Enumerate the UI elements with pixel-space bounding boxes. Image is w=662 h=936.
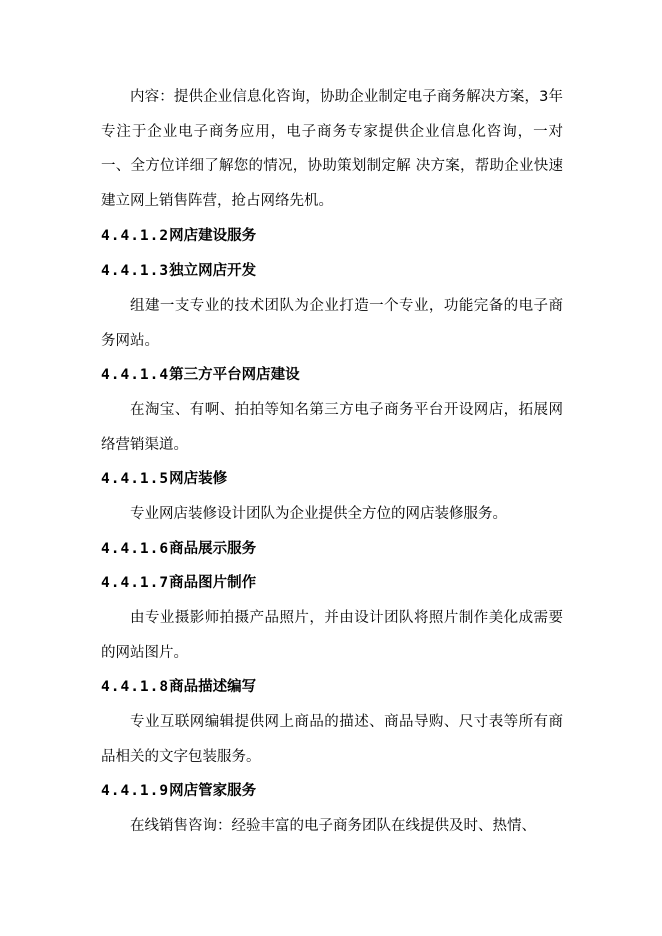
section-title: 网店建设服务 (169, 228, 257, 244)
section-title: 第三方平台网店建设 (169, 367, 300, 383)
section-number: 4.4.1.9 (101, 783, 170, 799)
section-title: 网店装修 (169, 471, 228, 487)
section-number: 4.4.1.5 (101, 471, 170, 487)
section-heading-4-4-1-8 (101, 670, 563, 705)
section-number: 4.4.1.4 (101, 367, 170, 383)
section-body-4-4-1-4: 在淘宝、有啊、拍拍等知名第三方电子商务平台开设网店，拓展网络营销渠道。 (101, 402, 563, 453)
section-number: 4.4.1.8 (101, 679, 170, 695)
section-body-4-4-1-8: 专业互联网编辑提供网上商品的描述、商品导购、尺寸表等所有商品相关的文字包装服务。 (101, 714, 563, 765)
section-number: 4.4.1.7 (101, 575, 170, 591)
section-number: 4.4.1.6 (101, 541, 170, 557)
section-title: 商品描述编写 (169, 679, 257, 695)
section-heading-4-4-1-6 (101, 532, 563, 567)
section-heading-4-4-1-4 (101, 358, 563, 393)
section-heading-4-4-1-3 (101, 254, 563, 289)
section-title: 商品展示服务 (169, 541, 257, 557)
section-title: 独立网店开发 (169, 263, 257, 279)
section-title: 网店管家服务 (169, 783, 257, 799)
section-heading-4-4-1-5 (101, 462, 563, 497)
section-number: 4.4.1.2 (101, 228, 170, 244)
section-number: 4.4.1.3 (101, 263, 170, 279)
section-heading-4-4-1-7 (101, 566, 563, 601)
section-body-4-4-1-7: 由专业摄影师拍摄产品照片，并由设计团队将照片制作美化成需要的网站图片。 (101, 610, 563, 661)
section-body-4-4-1-3: 组建一支专业的技术团队为企业打造一个专业，功能完备的电子商务网站。 (101, 298, 563, 349)
section-body-4-4-1-9: 在线销售咨询：经验丰富的电子商务团队在线提供及时、热情、 (130, 818, 536, 834)
section-heading-4-4-1-2 (101, 219, 563, 254)
section-title: 商品图片制作 (169, 575, 257, 591)
section-heading-4-4-1-9 (101, 774, 563, 809)
section-body-4-4-1-5: 专业网店装修设计团队为企业提供全方位的网店装修服务。 (130, 506, 507, 522)
intro-paragraph: 内容：提供企业信息化咨询，协助企业制定电子商务解决方案，3年专注于企业电子商务应用，电子商务专家提供企业信息化咨询，一对一、全方位详细了解您的情况，协助策划制定解 决方案，帮助企业快速建立网上销售阵营，抢占网络先机。 (101, 89, 563, 210)
